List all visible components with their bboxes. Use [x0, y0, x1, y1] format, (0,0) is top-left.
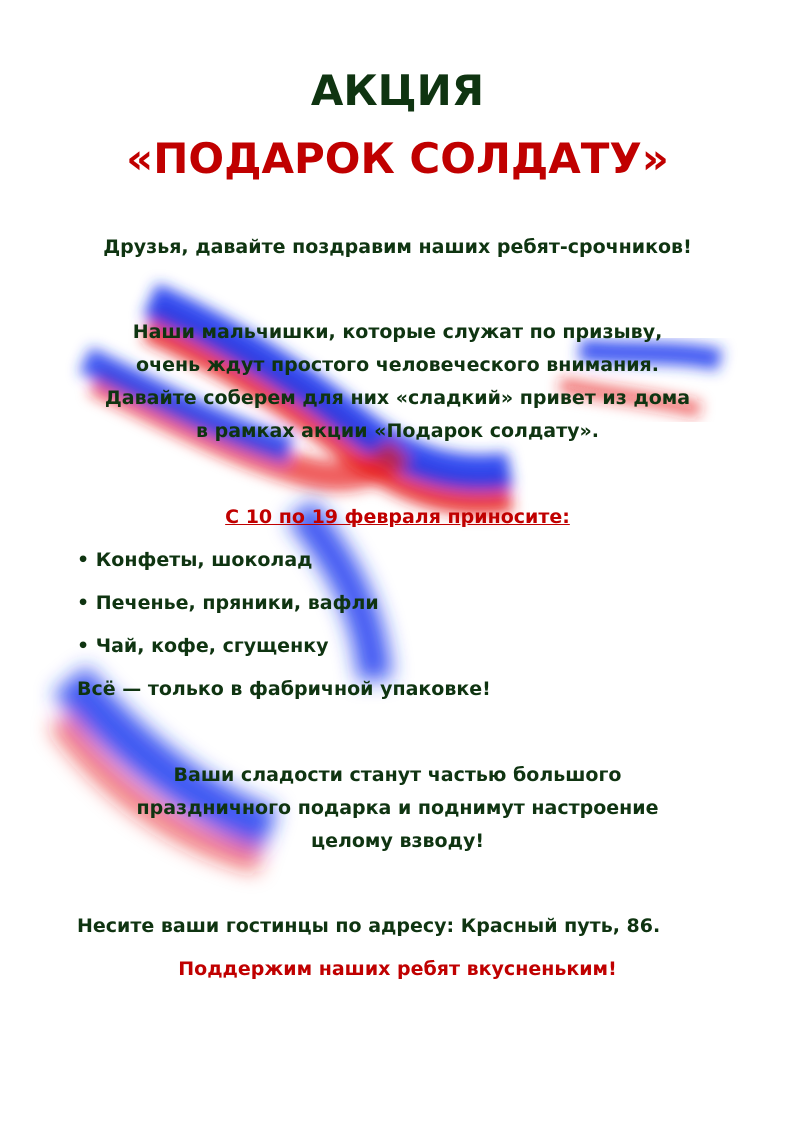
paragraph2-line-3: целому взводу! [310, 830, 484, 852]
paragraph1-line-2: очень ждут простого человеческого внимания. [136, 354, 659, 376]
packaging-note: Всё — только в фабричной упаковке! [77, 678, 491, 700]
list-item-tea: • Чай, кофе, сгущенку [77, 635, 329, 657]
list-item-cookies: • Печенье, пряники, вафли [77, 592, 379, 614]
page-title-line-2: «ПОДАРОК СОЛДАТУ» [126, 134, 669, 183]
paragraph2-line-2: праздничного подарка и поднимут настроение [136, 797, 659, 819]
dates-heading: С 10 по 19 февраля приносите: [225, 506, 570, 528]
closing-line: Поддержим наших ребят вкусненьким! [178, 958, 617, 980]
address-line: Несите ваши гостинцы по адресу: Красный путь, 86. [77, 915, 661, 937]
intro-text: Друзья, давайте поздравим наших ребят-срочников! [103, 236, 692, 258]
paragraph1-line-4: в рамках акции «Подарок солдату». [195, 420, 600, 442]
paragraph1-line-1: Наши мальчишки, которые служат по призыву, [132, 321, 663, 343]
paragraph1-line-3: Давайте соберем для них «сладкий» привет из дома [104, 387, 691, 409]
page-title-line-1: АКЦИЯ [310, 66, 485, 115]
list-item-sweets: • Конфеты, шоколад [77, 549, 313, 571]
paragraph2-line-1: Ваши сладости станут частью большого [173, 764, 622, 786]
